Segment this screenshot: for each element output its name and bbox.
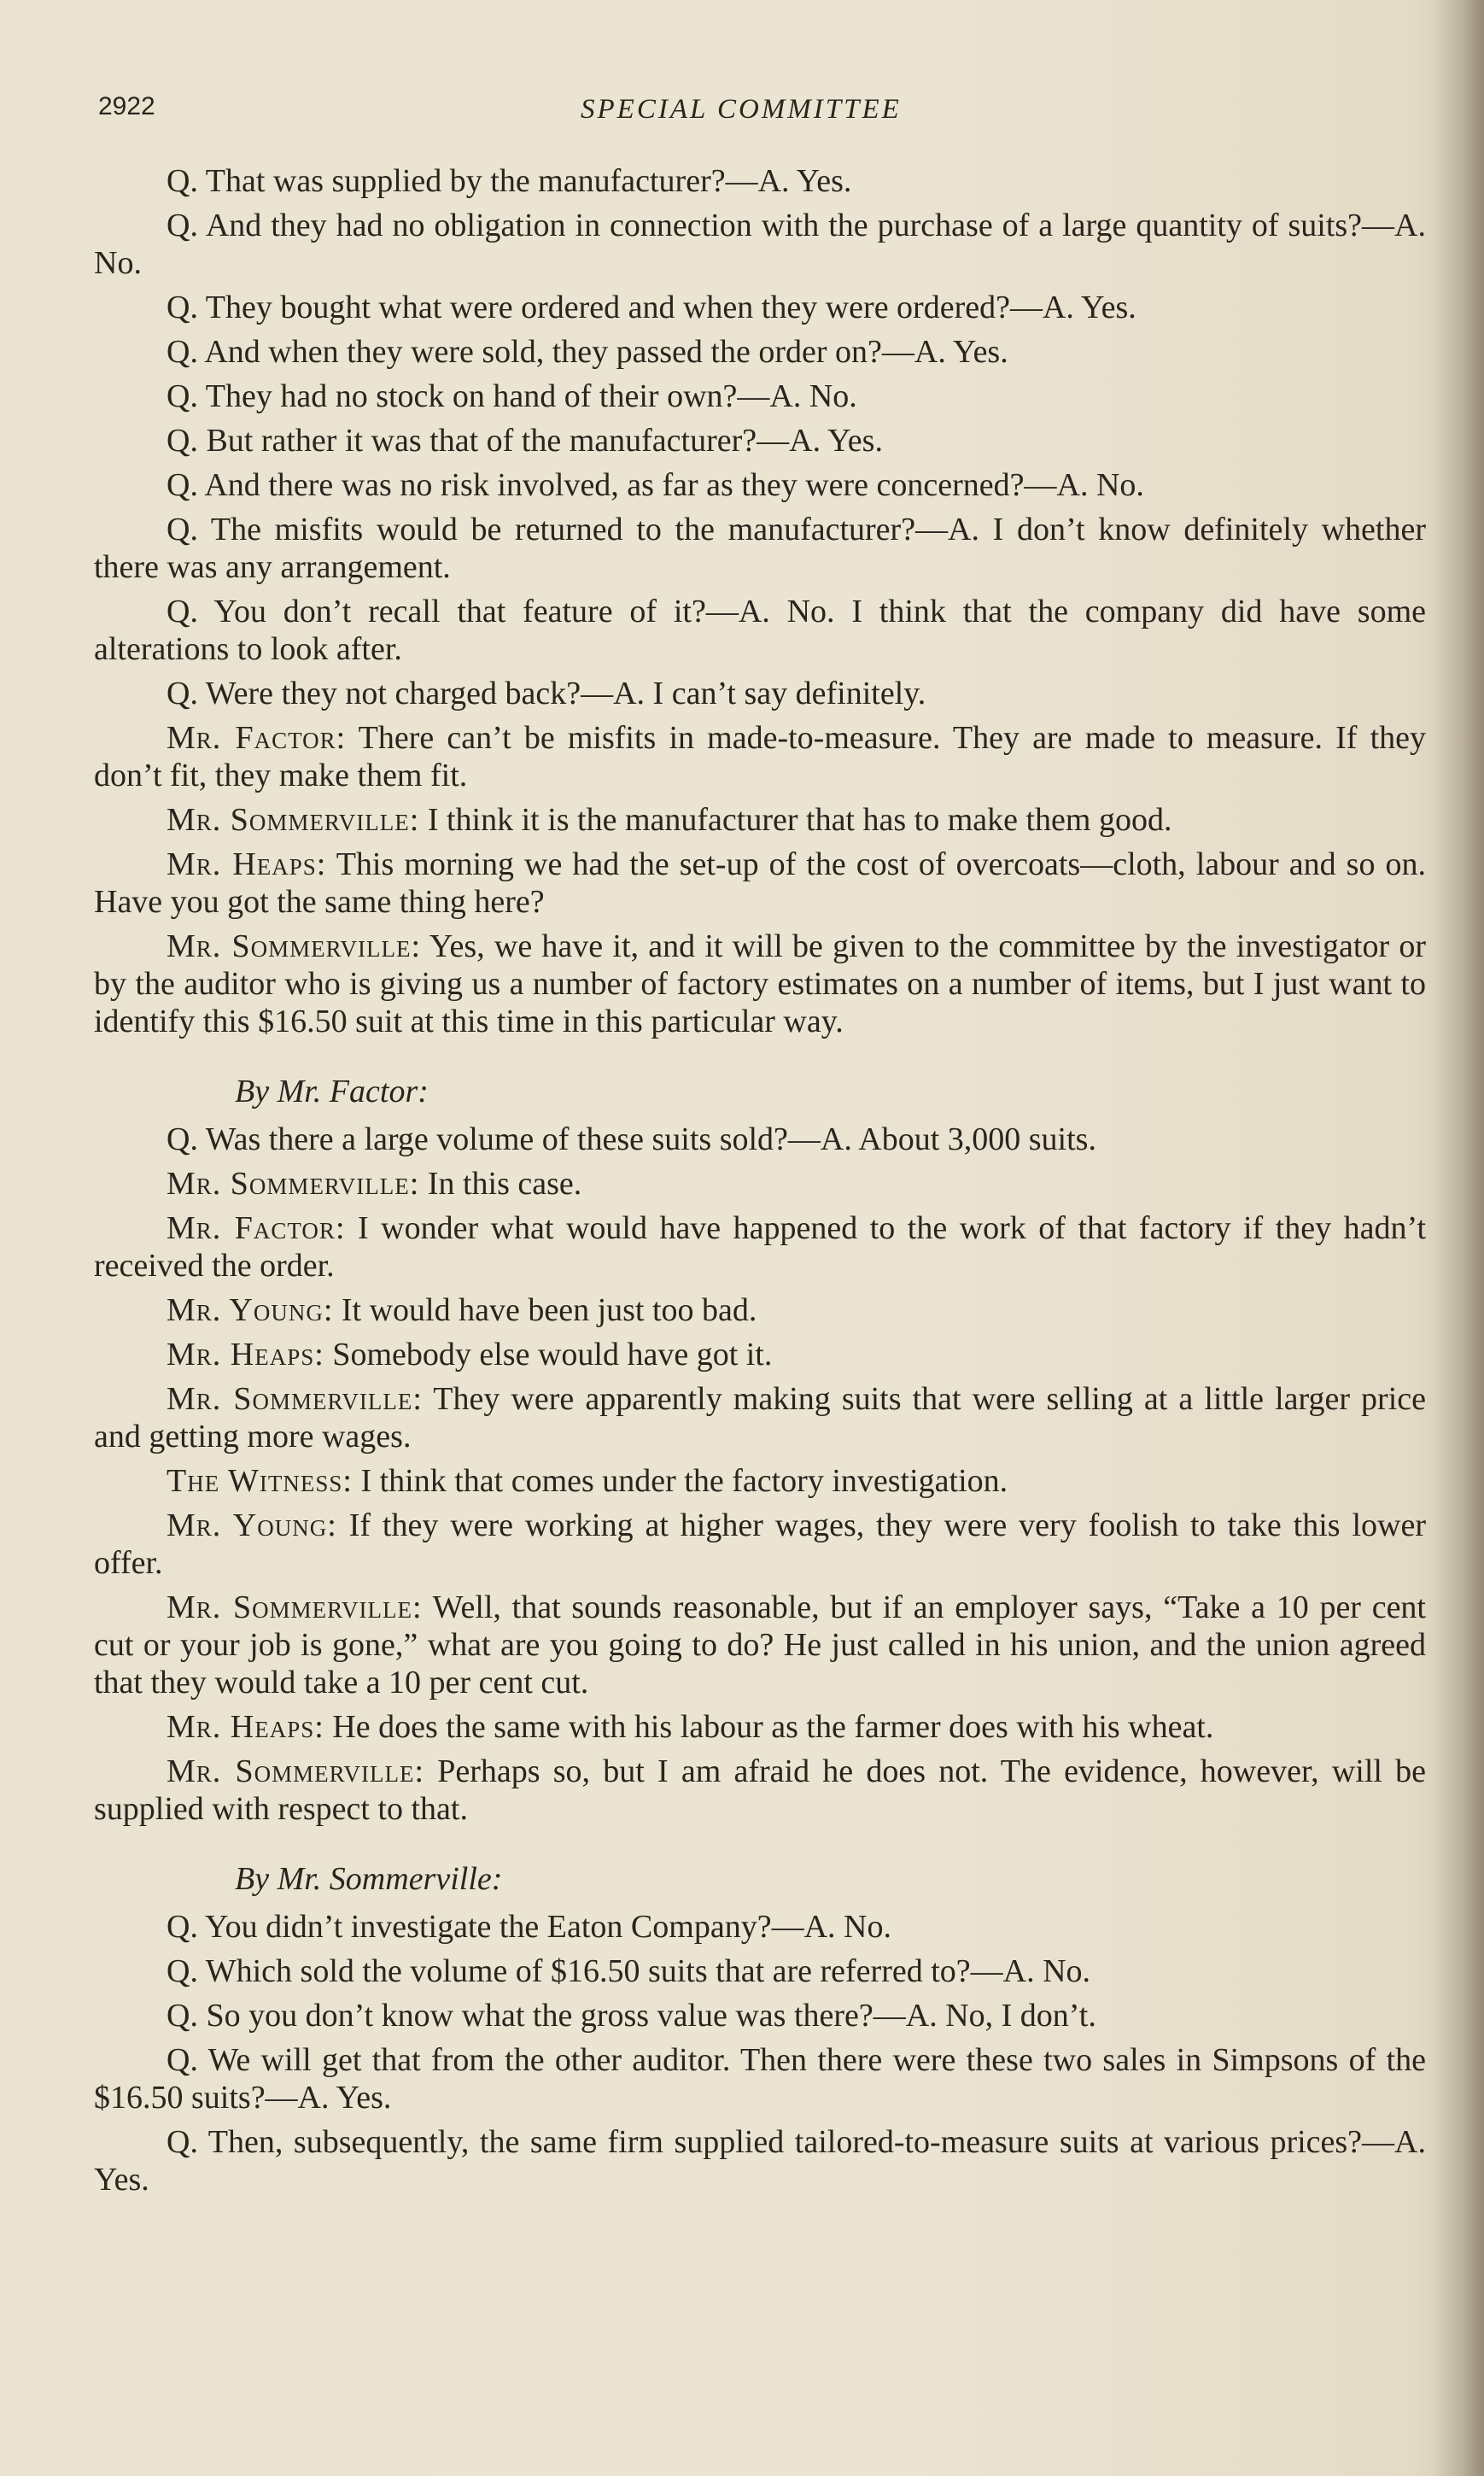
paragraph: Q. You don’t recall that feature of it?—A. No. I think that the company did have some alterations to look after.: [94, 594, 1426, 667]
speaker: Mr. Heaps:: [167, 1709, 324, 1745]
speaker: Mr. Sommerville:: [167, 802, 420, 838]
paragraph: Mr. Heaps: This morning we had the set-up of the cost of overcoats—cloth, labour and so on. Have you got the same thing here?: [94, 846, 1426, 920]
paragraph: Q. So you don’t know what the gross value was there?—A. No, I don’t.: [167, 1998, 1096, 2034]
paragraph: Q. And there was no risk involved, as far as they were concerned?—A. No.: [167, 467, 1144, 503]
speaker: Mr. Heaps:: [167, 846, 327, 882]
examiner-byline: By Mr. Factor:: [235, 1074, 429, 1109]
speaker: Mr. Young:: [167, 1292, 334, 1328]
paragraph: Q. Were they not charged back?—A. I can’t say definitely.: [167, 676, 926, 711]
speaker: The Witness:: [167, 1463, 353, 1499]
paragraph: Q. We will get that from the other auditor. Then there were these two sales in Simpsons of the $16.50 suits?—A. Yes.: [94, 2042, 1426, 2116]
paragraph: Mr. Factor: There can’t be misfits in made-to-measure. They are made to measure. If they don’t fit, they make them fit.: [94, 720, 1426, 793]
speaker: Mr. Heaps:: [167, 1337, 324, 1373]
paragraph: Mr. Heaps: Somebody else would have got it.: [167, 1337, 773, 1373]
speaker: Mr. Sommerville:: [167, 1381, 423, 1417]
page-number: 2922: [98, 92, 155, 120]
paragraph: Mr. Sommerville: I think it is the manufacturer that has to make them good.: [167, 802, 1172, 838]
speaker: Mr. Sommerville:: [167, 928, 422, 964]
paragraph: Q. That was supplied by the manufacturer?—A. Yes.: [167, 163, 852, 199]
running-head: SPECIAL COMMITTEE: [581, 94, 902, 125]
paragraph: Mr. Sommerville: Well, that sounds reasonable, but if an employer says, “Take a 10 per cent cut or your job is gone,” what are you going to do? He just called in his union, and the union agreed that they would take a 10 per cent cut.: [94, 1589, 1426, 1700]
paragraph: Q. But rather it was that of the manufacturer?—A. Yes.: [167, 423, 883, 459]
paragraph: Q. They had no stock on hand of their own?—A. No.: [167, 378, 857, 414]
paragraph: Mr. Young: It would have been just too bad.: [167, 1292, 757, 1328]
paragraph: Q. Was there a large volume of these suits sold?—A. About 3,000 suits.: [167, 1121, 1096, 1157]
paragraph: Q. The misfits would be returned to the manufacturer?—A. I don’t know definitely whether there was any arrangement.: [94, 512, 1426, 585]
paragraph: Mr. Sommerville: Yes, we have it, and it will be given to the committee by the investigator or by the auditor who is giving us a number of factory estimates on a number of items, but I just want to identify this $16.50 suit at this time in this particular way.: [94, 928, 1427, 1039]
page-body: [94, 162, 1426, 2205]
paragraph: The Witness: I think that comes under the factory investigation.: [167, 1463, 1008, 1499]
speaker: Mr. Young:: [167, 1507, 337, 1543]
paragraph: Mr. Sommerville: Perhaps so, but I am afraid he does not. The evidence, however, will be supplied with respect to that.: [94, 1753, 1427, 1827]
examiner-byline: By Mr. Sommerville:: [235, 1861, 503, 1897]
paragraph: Mr. Young: If they were working at higher wages, they were very foolish to take this lower offer.: [94, 1507, 1426, 1581]
paragraph: Q. And they had no obligation in connection with the purchase of a large quantity of suits?—A. No.: [94, 208, 1426, 281]
speaker: Mr. Sommerville:: [167, 1589, 423, 1625]
paragraph: Q. And when they were sold, they passed the order on?—A. Yes.: [167, 334, 1008, 370]
paragraph: Mr. Sommerville: They were apparently making suits that were selling at a little larger price and getting more wages.: [94, 1381, 1426, 1455]
paragraph: Q. They bought what were ordered and when they were ordered?—A. Yes.: [167, 290, 1136, 325]
paragraph: Mr. Sommerville: In this case.: [167, 1166, 582, 1202]
paragraph: Q. You didn’t investigate the Eaton Company?—A. No.: [167, 1909, 891, 1945]
paragraph: Q. Which sold the volume of $16.50 suits that are referred to?—A. No.: [167, 1953, 1091, 1989]
paragraph: Q. Then, subsequently, the same firm supplied tailored-to-measure suits at various prices?—A. Yes.: [94, 2124, 1426, 2198]
page-header: [98, 92, 1430, 135]
speaker: Mr. Factor:: [167, 720, 347, 756]
paragraph: Mr. Factor: I wonder what would have happened to the work of that factory if they hadn’t received the order.: [94, 1210, 1427, 1284]
paragraph: Mr. Heaps: He does the same with his labour as the farmer does with his wheat.: [167, 1709, 1214, 1745]
speaker: Mr. Sommerville:: [167, 1166, 420, 1202]
binding-shadow: [1433, 0, 1484, 2476]
speaker: Mr. Sommerville:: [167, 1753, 425, 1789]
speaker: Mr. Factor:: [167, 1210, 346, 1246]
